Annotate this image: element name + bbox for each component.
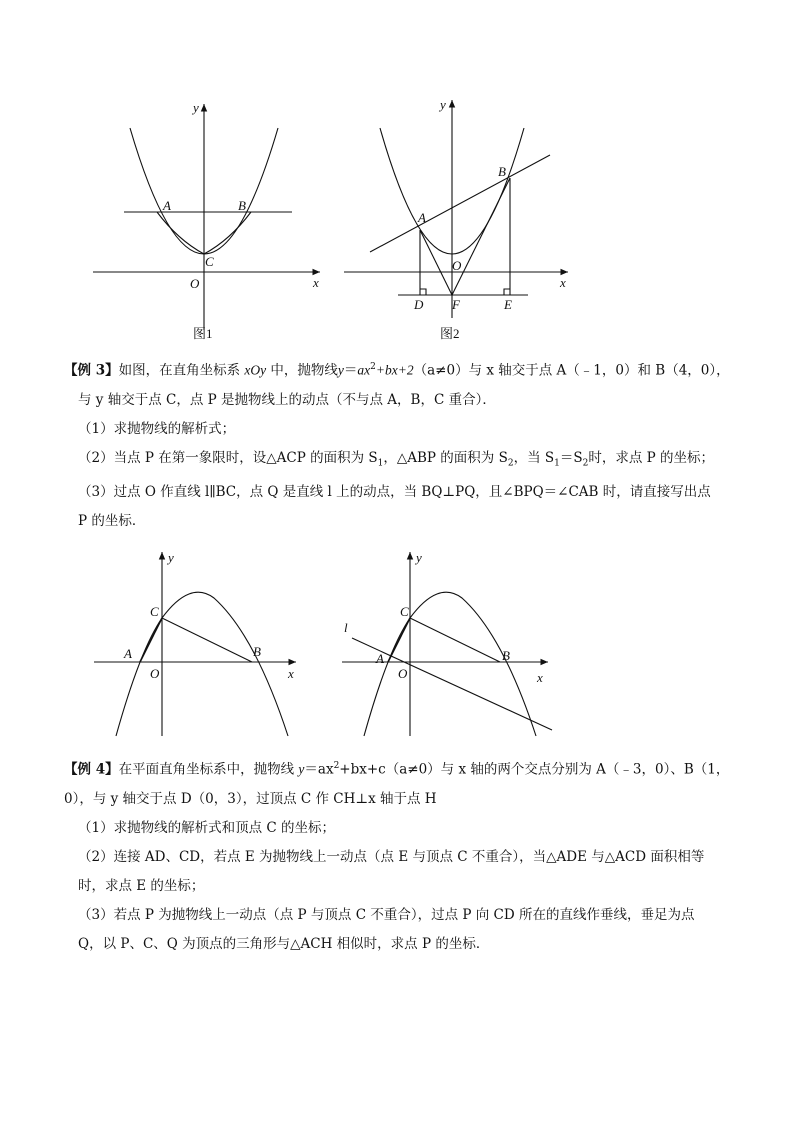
example-3-tag: 【例 3】 xyxy=(64,362,119,379)
fig2-e-label: E xyxy=(504,297,512,312)
fig1-b-label: B xyxy=(238,198,246,213)
example-4 xyxy=(64,752,734,959)
seg-ac xyxy=(388,618,410,662)
line-ab xyxy=(370,155,550,252)
example-4-q2-cont: 时，求点 E 的坐标； xyxy=(78,877,205,894)
parabola xyxy=(364,592,536,736)
fig1-y-label: y xyxy=(193,100,199,115)
fig2-caption: 图2 xyxy=(440,326,460,341)
example-3-line-2: 与 y 轴交于点 C，点 P 是抛物线上的动点（不与点 A，B，C 重合）． xyxy=(78,391,496,408)
fig2-o-label: O xyxy=(452,258,462,273)
fig3-c-label: C xyxy=(150,604,159,619)
example-4-q3: （3）若点 P 为抛物线上一动点（点 P 与顶点 C 不重合），过点 P 向 CD 所在的直线作垂线，垂足为点 xyxy=(78,906,695,923)
example-4-line-2: 0），与 y 轴交于点 D（0，3），过顶点 C 作 CH⊥x 轴于点 H xyxy=(64,790,437,807)
example-3-q3: （3）过点 O 作直线 l∥BC，点 Q 是直线 l 上的动点，当 BQ⊥PQ，且∠BPQ＝∠CAB 时，请直接写出点 xyxy=(78,484,711,501)
right-angle-e xyxy=(504,289,510,295)
fig2-a-label: A xyxy=(418,210,426,225)
seg-bf xyxy=(452,178,510,295)
fig1-c-label: C xyxy=(205,254,214,269)
example-3-q2: （2）当点 P 在第一象限时，设△ACP 的面积为 $S_1$，△ABP 的面积为 $S_2$，当 $S_1=S_2$时，求点 P 的坐标； xyxy=(78,449,715,469)
fig3-y-label: y xyxy=(168,550,174,565)
fig4-y-label: y xyxy=(416,550,422,565)
fig1-x-label: x xyxy=(313,275,319,290)
right-angle-d xyxy=(420,289,426,295)
fig2-b-label: B xyxy=(498,164,506,179)
seg-af xyxy=(420,230,452,295)
fig3-a-label: A xyxy=(124,646,132,661)
example-4-q2: （2）连接 AD、CD，若点 E 为抛物线上一动点（点 E 与顶点 C 不重合），当△ADE 与△ACD 面积相等 xyxy=(78,848,705,865)
fig4-c-label: C xyxy=(400,604,409,619)
fig4-b-label: B xyxy=(502,648,510,663)
fig3-b-label: B xyxy=(253,644,261,659)
fig1-a-label: A xyxy=(163,198,171,213)
example-4-tag: 【例 4】 xyxy=(64,761,119,778)
example-4-q3-cont: Q，以 P、C、Q 为顶点的三角形与△ACH 相似时，求点 P 的坐标． xyxy=(78,935,490,952)
fig4-a-label: A xyxy=(376,651,384,666)
example-3-q1: （1）求抛物线的解析式； xyxy=(78,420,236,437)
seg-cb xyxy=(410,618,500,662)
fig2-f-label: F xyxy=(452,297,460,312)
fig1-caption: 图1 xyxy=(193,326,213,341)
fig4-o-label: O xyxy=(398,666,408,681)
fig3-x-label: x xyxy=(288,666,294,681)
example-3-line-1: 【例 3】如图，在直角坐标系 xOy 中，抛物线$y=ax^2+bx+2(a\ne 0)$与 x 轴交于点 A（﹣1，0）和 B（4，0）， xyxy=(64,362,730,379)
example-4-q1: （1）求抛物线的解析式和顶点 C 的坐标； xyxy=(78,819,336,836)
figure-2 xyxy=(0,0,794,360)
fig2-x-label: x xyxy=(560,275,566,290)
example-3 xyxy=(64,353,734,536)
example-4-line-1: 【例 4】在平面直角坐标系中，抛物线 $y=ax^2+bx+c(a\ne 0)$与 x 轴的两个交点分别为 A（﹣3，0）、B（1， xyxy=(64,761,730,778)
example-3-q3-cont: P 的坐标． xyxy=(78,513,146,530)
figure-4 xyxy=(0,540,794,750)
fig4-x-label: x xyxy=(537,670,543,685)
fig2-d-label: D xyxy=(414,297,424,312)
fig1-o-label: O xyxy=(190,276,200,291)
fig2-y-label: y xyxy=(440,97,446,112)
fig4-l-label: l xyxy=(344,620,348,635)
fig3-o-label: O xyxy=(150,666,160,681)
